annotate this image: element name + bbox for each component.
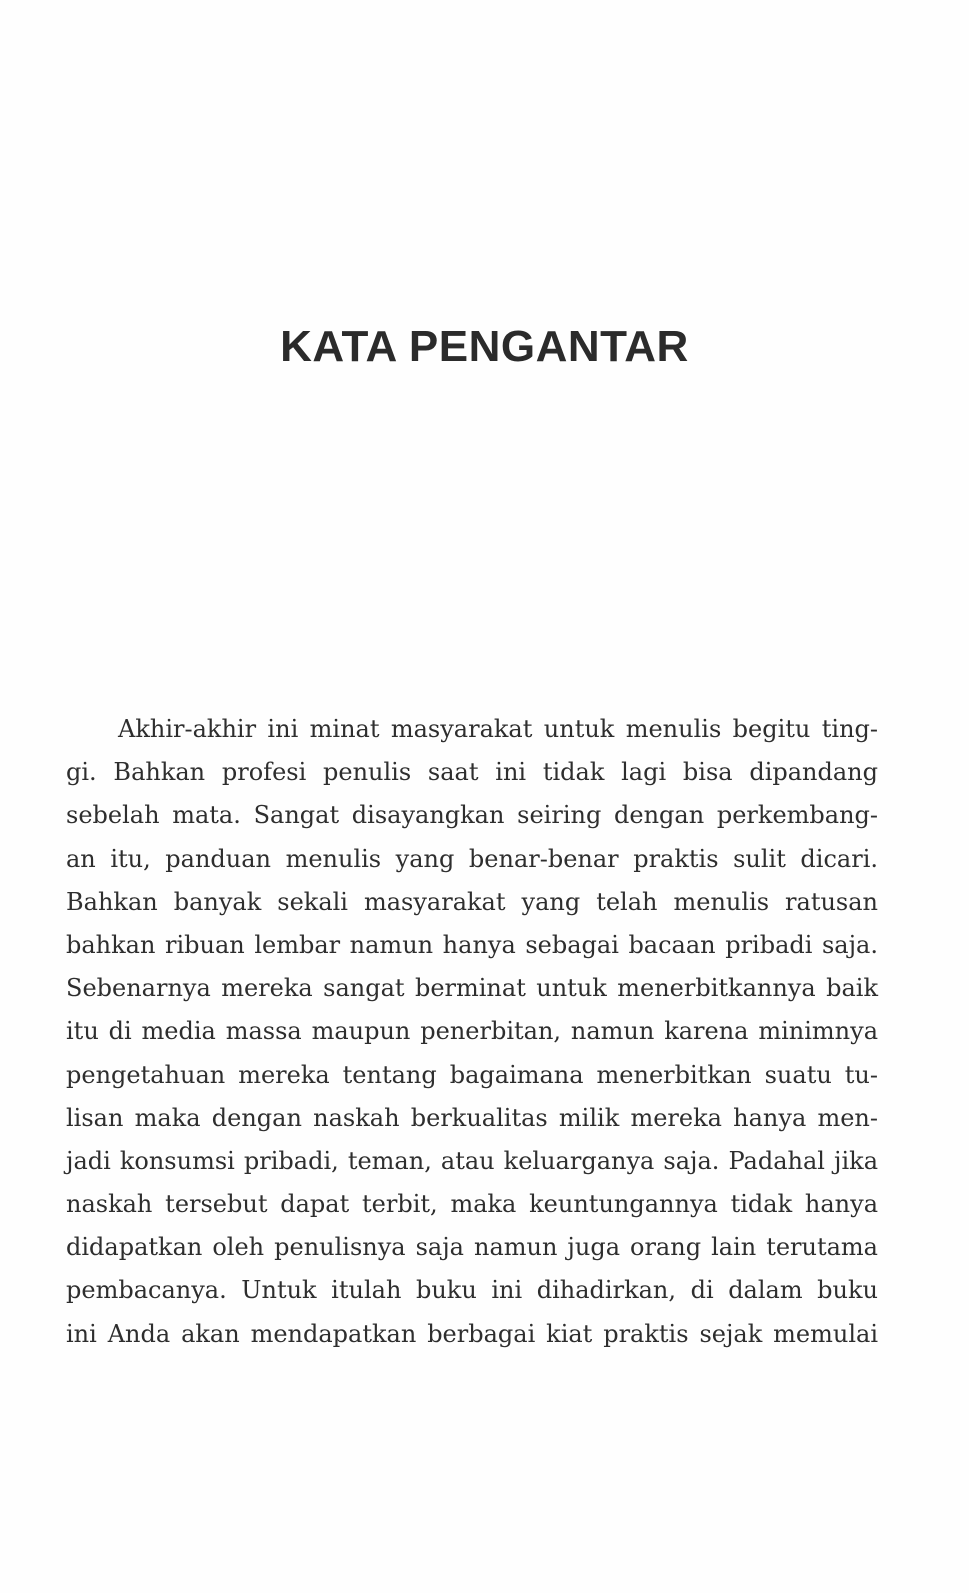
text-line: an itu, panduan menulis yang benar-benar praktis sulit dicari. <box>66 844 878 873</box>
text-line: itu di media massa maupun penerbitan, namun karena minimnya <box>66 1017 878 1046</box>
chapter-title: KATA PENGANTAR <box>280 322 689 371</box>
text-line: Akhir-akhir ini minat masyarakat untuk menulis begitu ting- <box>118 715 878 743</box>
text-line: gi. Bahkan profesi penulis saat ini tidak lagi bisa dipandang <box>66 758 878 787</box>
text-line: ini Anda akan mendapatkan berbagai kiat praktis sejak memulai <box>66 1319 878 1348</box>
text-line: pembacanya. Untuk itulah buku ini dihadirkan, di dalam buku <box>66 1276 878 1305</box>
text-line: Bahkan banyak sekali masyarakat yang telah menulis ratusan <box>66 887 878 916</box>
text-line: sebelah mata. Sangat disayangkan seiring dengan perkembang- <box>66 801 878 830</box>
text-line: Sebenarnya mereka sangat berminat untuk menerbitkannya baik <box>66 974 878 1003</box>
text-line: jadi konsumsi pribadi, teman, atau keluarganya saja. Padahal jika <box>66 1146 878 1175</box>
text-line: naskah tersebut dapat terbit, maka keuntungannya tidak hanya <box>66 1190 878 1219</box>
text-line: bahkan ribuan lembar namun hanya sebagai bacaan pribadi saja. <box>66 930 878 959</box>
text-line: lisan maka dengan naskah berkualitas milik mereka hanya men- <box>66 1103 878 1132</box>
text-line: pengetahuan mereka tentang bagaimana menerbitkan suatu tu- <box>66 1060 878 1089</box>
body-paragraph <box>66 708 878 1356</box>
text-line: didapatkan oleh penulisnya saja namun juga orang lain terutama <box>66 1233 878 1262</box>
